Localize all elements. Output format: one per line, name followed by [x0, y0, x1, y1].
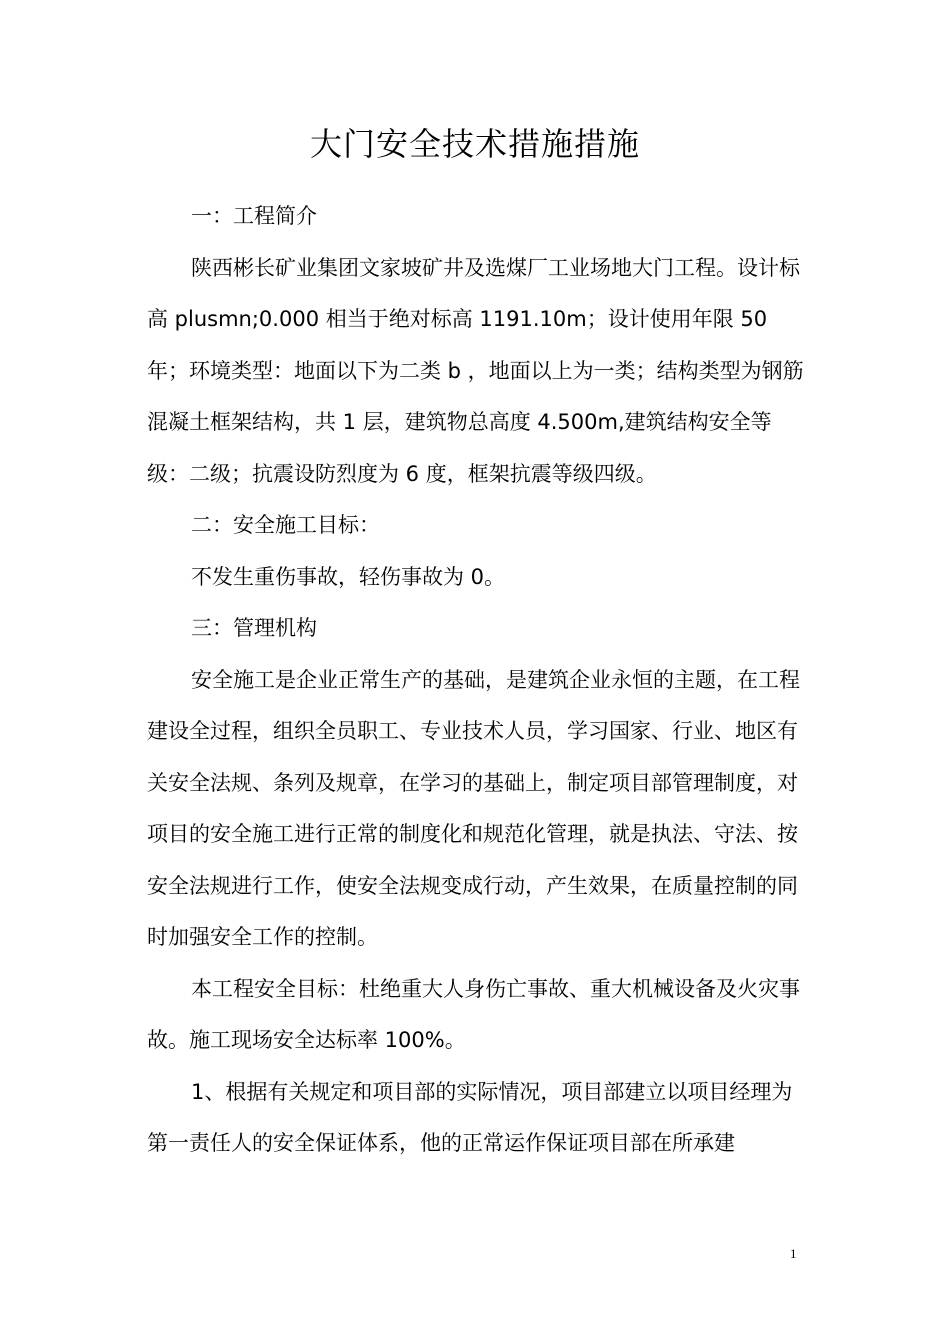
- section-heading-project-intro: 一：工程简介: [191, 204, 317, 228]
- paragraph-responsibility-system: 1、根据有关规定和项目部的实际情况，项目部建立以项目经理为第一责任人的安全保证体系，他的正常运作保证项目部在所承建: [147, 1079, 793, 1155]
- section-heading-safety-goal: 二：安全施工目标：: [191, 513, 380, 537]
- paragraph-safety-goal: 不发生重伤事故，轻伤事故为 0。: [191, 564, 506, 589]
- document-title: 大门安全技术措施措施: [309, 125, 640, 163]
- paragraph-project-safety-target: 本工程安全目标：杜绝重大人身伤亡事故、重大机械设备及火灾事故。施工现场安全达标率 100%。: [147, 976, 800, 1052]
- section-heading-management: 三：管理机构: [191, 616, 317, 640]
- paragraph-management: 安全施工是企业正常生产的基础，是建筑企业永恒的主题，在工程建设全过程，组织全员职工、专业技术人员，学习国家、行业、地区有关安全法规、条列及规章，在学习的基础上，制定项目部管理制度，对项目的安全施工进行正常的制度化和规范化管理，就是执法、守法、按安全法规进行工作，使安全法规变成行动，产生效果，在质量控制的同时加强安全工作的控制。: [147, 667, 800, 949]
- page-number: 1: [790, 1246, 797, 1261]
- document-body: [147, 191, 807, 1170]
- paragraph-project-description: 陕西彬长矿业集团文家坡矿井及选煤厂工业场地大门工程。设计标高 plusmn;0.000 相当于绝对标高 1191.10m；设计使用年限 50 年；环境类型：地面以下为二类 b ，地面以上为一类；结构类型为钢筋混凝土框架结构，共 1 层，建筑物总高度 4.500m,建筑结构安全等级：二级；抗震设防烈度为 6 度，框架抗震等级四级。: [147, 255, 804, 486]
